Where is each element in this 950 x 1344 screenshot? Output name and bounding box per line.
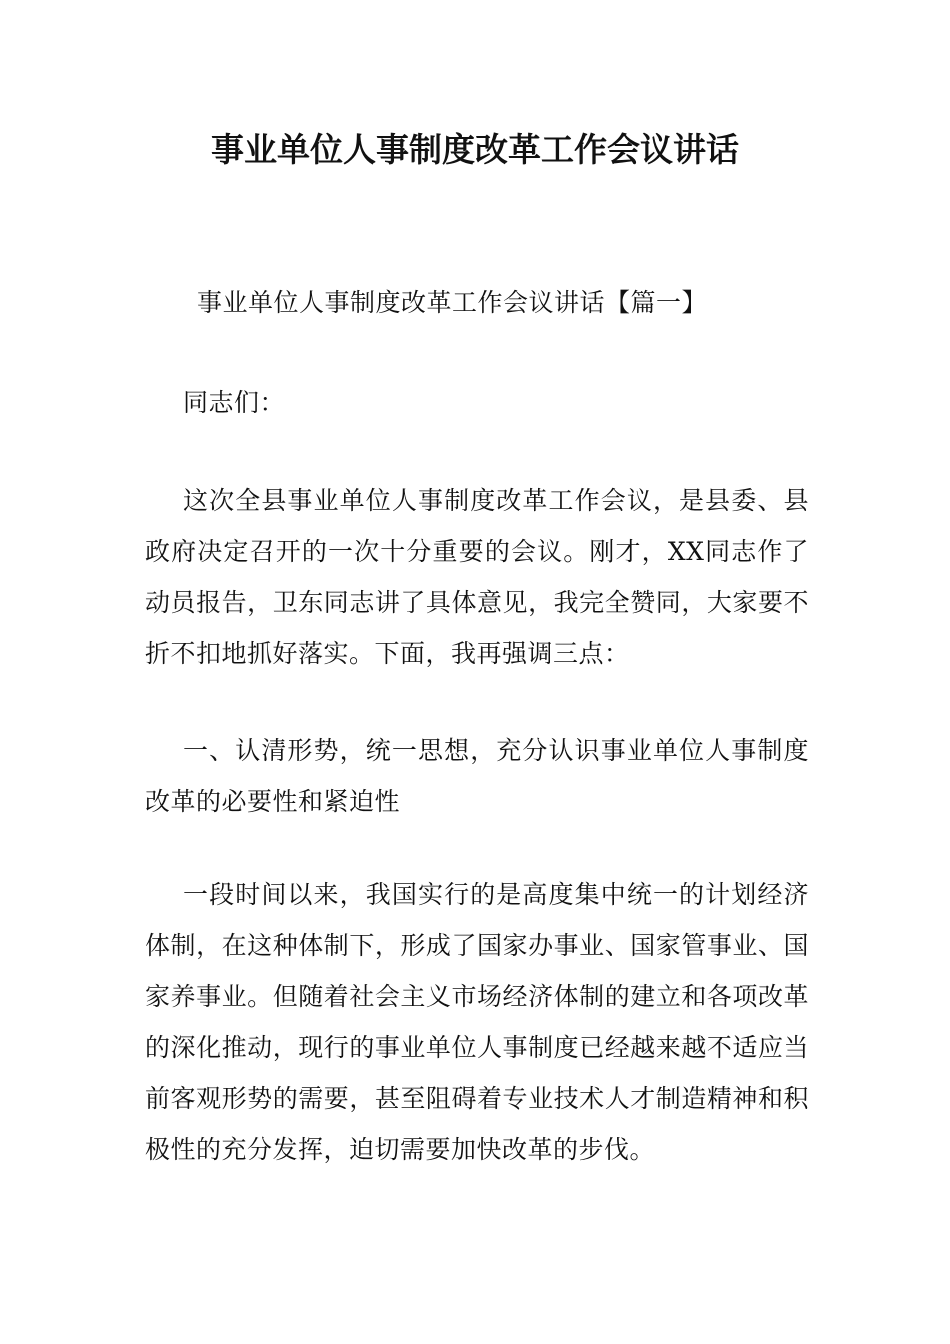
section-heading-1: 一、认清形势，统一思想，充分认识事业单位人事制度改革的必要性和紧迫性 [145, 736, 809, 816]
paragraph-intro: 这次全县事业单位人事制度改革工作会议，是县委、县政府决定召开的一次十分重要的会议。刚才，XX同志作了动员报告，卫东同志讲了具体意见，我完全赞同，大家要不折不扣地抓好落实。下面，我再强调三点： [145, 486, 809, 668]
paragraph-background: 一段时间以来，我国实行的是高度集中统一的计划经济体制，在这种体制下，形成了国家办事业、国家管事业、国家养事业。但随着社会主义市场经济体制的建立和各项改革的深化推动，现行的事业单位人事制度已经越来越不适应当前客观形势的需要，甚至阻碍着专业技术人才制造精神和积极性的充分发挥，迫切需要加快改革的步伐。 [145, 880, 809, 1164]
document-subtitle: 事业单位人事制度改革工作会议讲话【篇一】 [197, 288, 708, 317]
greeting: 同志们： [183, 388, 286, 417]
document-title: 事业单位人事制度改革工作会议讲话 [211, 130, 739, 169]
